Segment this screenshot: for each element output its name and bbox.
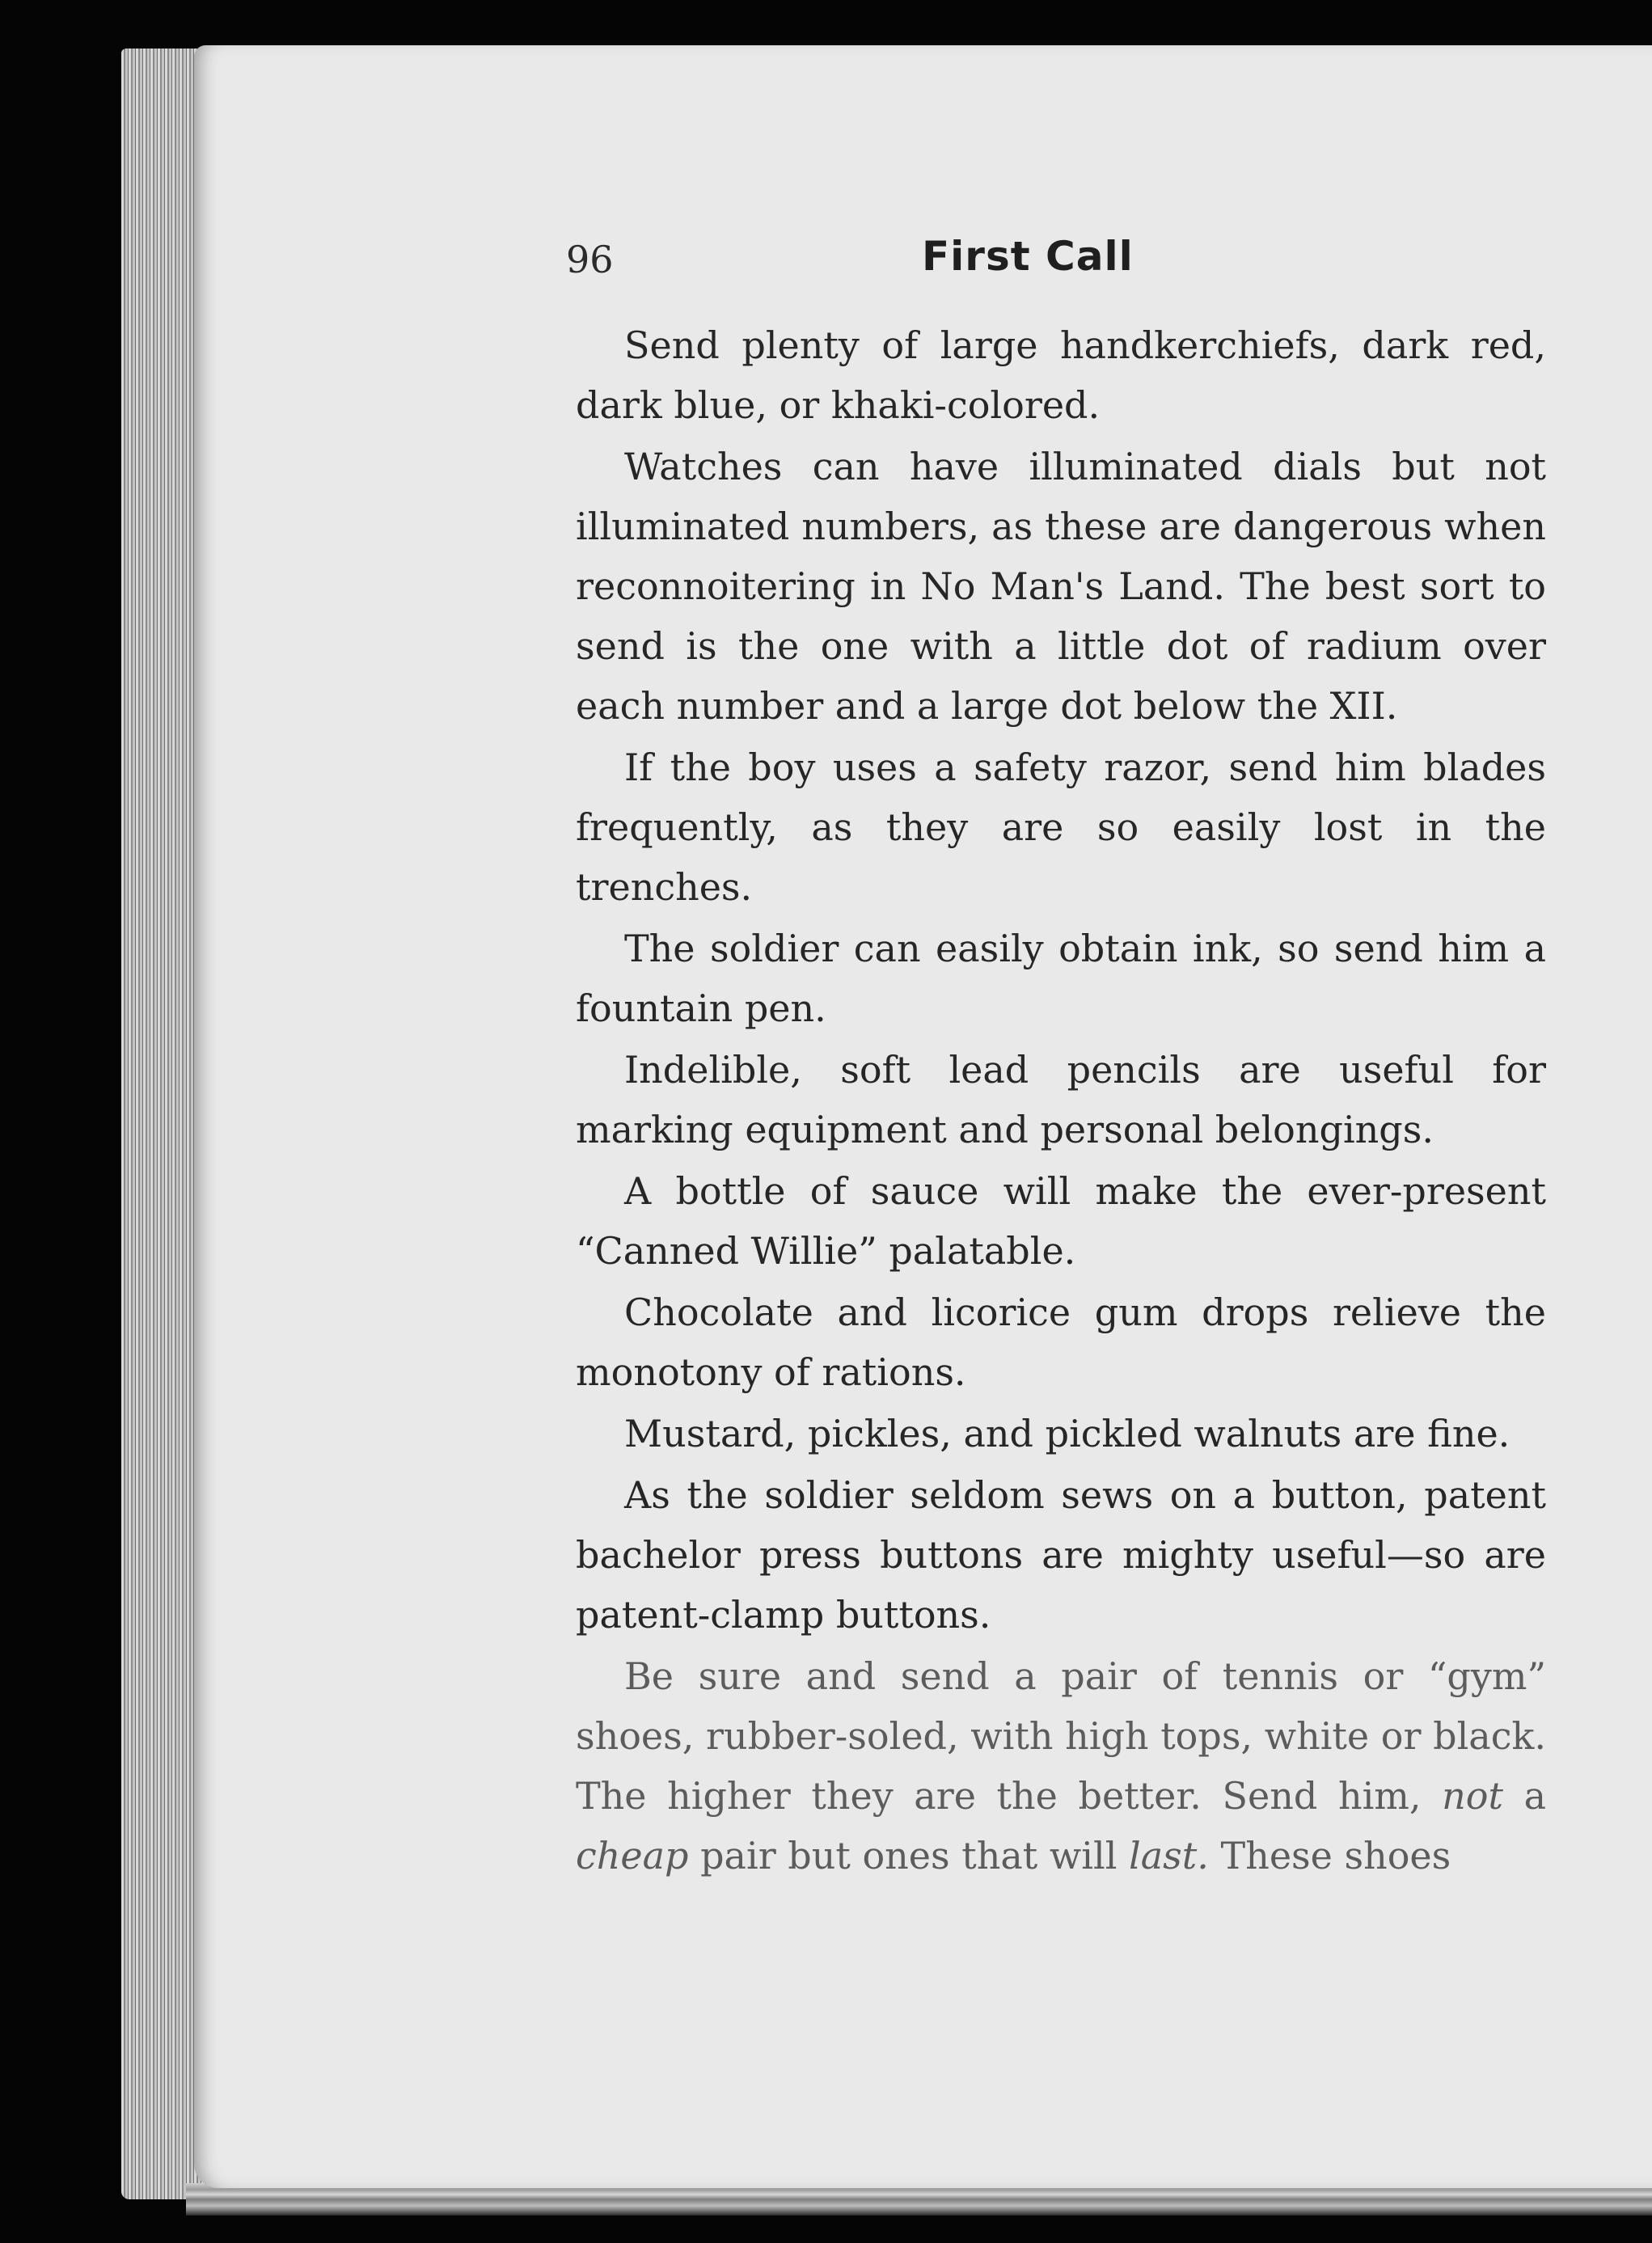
paragraph-chocolate: Chocolate and licorice gum drops relieve the monotony of rations. bbox=[576, 1290, 1546, 1394]
shoes-emphasis-not: not bbox=[1442, 1774, 1503, 1818]
paragraph-razor: If the boy uses a safety razor, send him blades frequently, as they are so easily lost in the trenches. bbox=[576, 746, 1546, 909]
shoes-emphasis-cheap: cheap bbox=[576, 1834, 689, 1878]
paragraph-fountain-pen: The soldier can easily obtain ink, so send him a fountain pen. bbox=[576, 927, 1546, 1030]
paragraph-shoes bbox=[576, 1646, 1546, 1886]
shoes-emphasis-last: last. bbox=[1129, 1834, 1209, 1878]
book-bottom-edge bbox=[186, 2183, 1652, 2216]
running-title: First Call bbox=[922, 233, 1134, 280]
running-head bbox=[566, 233, 1561, 298]
body-text bbox=[576, 315, 1546, 1886]
paragraph-handkerchiefs: Send plenty of large handkerchiefs, dark red, dark blue, or khaki-colored. bbox=[576, 323, 1546, 427]
page-number: 96 bbox=[566, 238, 614, 281]
shoes-text-3: pair but ones that will bbox=[688, 1834, 1130, 1878]
paragraph-watches: Watches can have illuminated dials but not illuminated numbers, as these are dangerous when reconnoitering in No Man's Land. The best sort to send is the one with a little dot of radium over each number and a large dot below the XII. bbox=[576, 445, 1546, 728]
shoes-text-2: a bbox=[1502, 1774, 1547, 1818]
paragraph-buttons: As the soldier seldom sews on a button, patent bachelor press buttons are mighty useful—so are patent-clamp buttons. bbox=[576, 1473, 1546, 1637]
paragraph-mustard: Mustard, pickles, and pickled walnuts are fine. bbox=[624, 1412, 1510, 1455]
paragraph-pencils: Indelible, soft lead pencils are useful for marking equipment and personal belongings. bbox=[576, 1048, 1546, 1151]
paragraph-sauce: A bottle of sauce will make the ever-present “Canned Willie” palatable. bbox=[576, 1169, 1546, 1273]
shoes-text-1: Be sure and send a pair of tennis or “gym” shoes, rubber-soled, with high tops, white or black. The higher they are the better. Send him, bbox=[576, 1654, 1546, 1818]
shoes-text-4: These shoes bbox=[1208, 1834, 1451, 1878]
